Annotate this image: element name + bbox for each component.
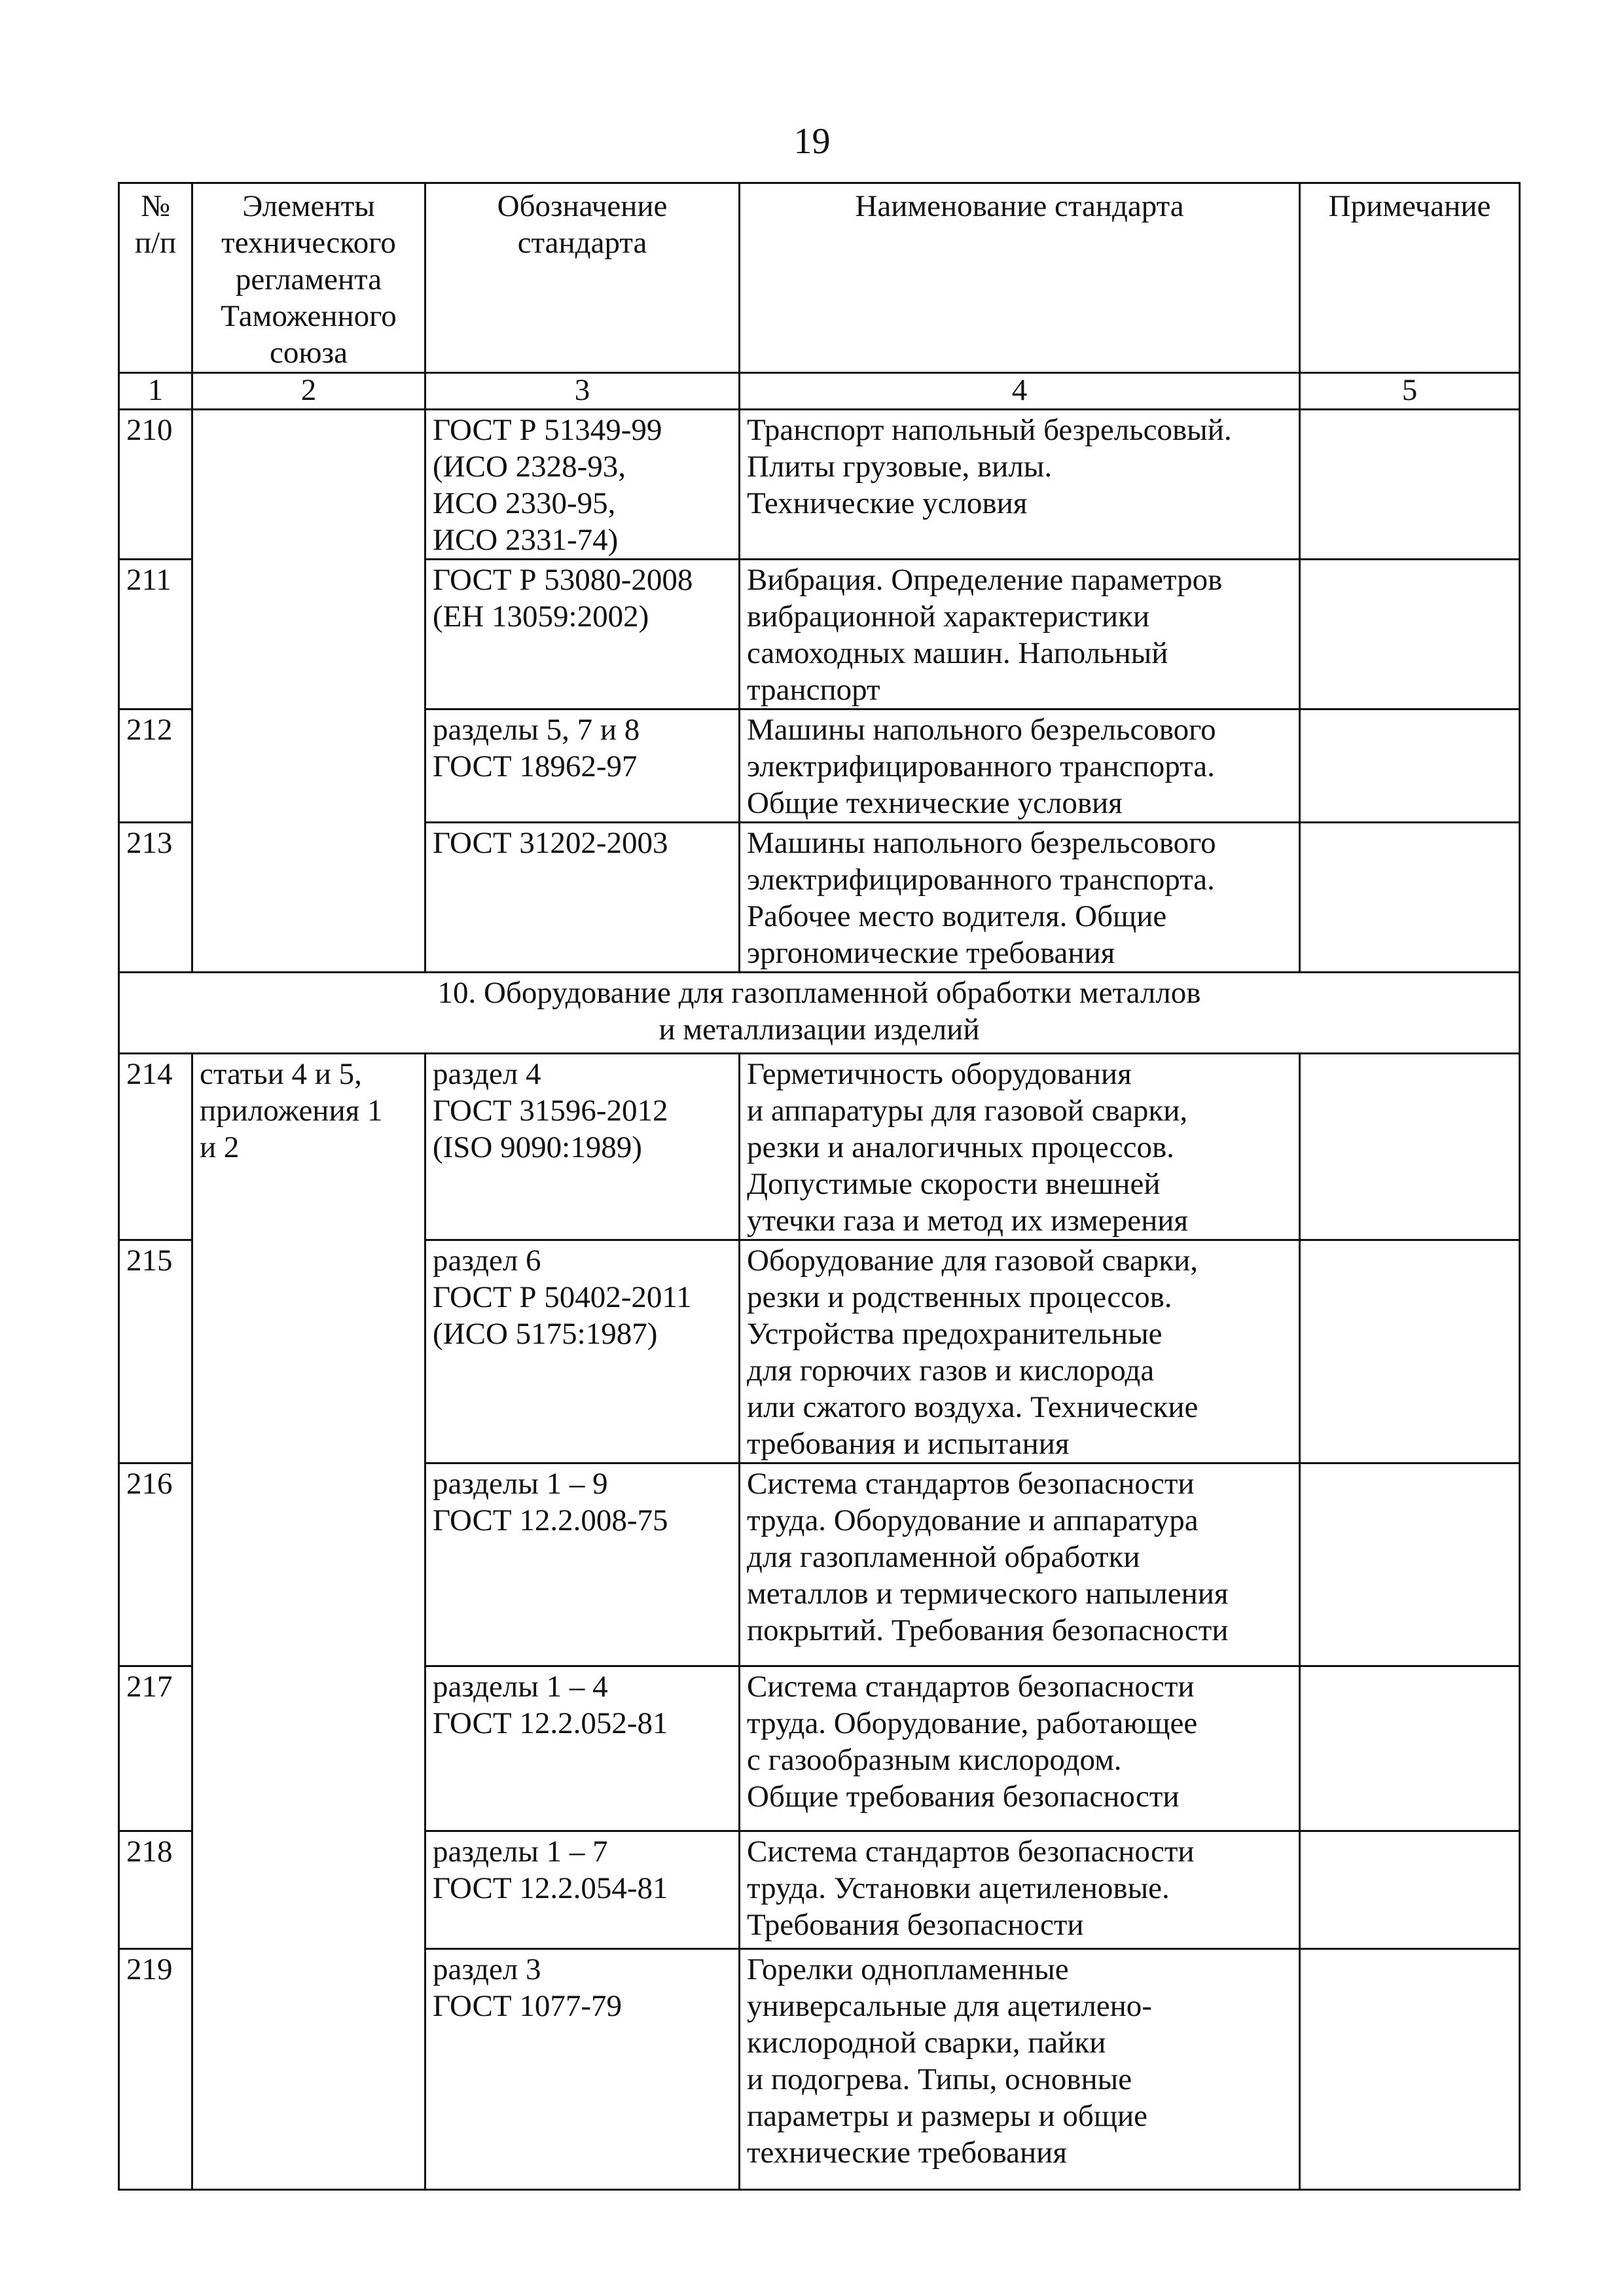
- page-number: 19: [793, 121, 831, 162]
- row-designation: раздел 3 ГОСТ 1077-79: [425, 1949, 740, 2190]
- row-number: 217: [119, 1666, 192, 1831]
- section-row: [119, 973, 1520, 1054]
- row-elements: [192, 410, 425, 973]
- column-number: 4: [740, 373, 1300, 410]
- row-standard-name: Оборудование для газовой сварки, резки и родственных процессов. Устройства предохранительные для горючих газов и кислорода или сжатого воздуха. Технические требования и испытания: [740, 1240, 1300, 1463]
- row-number: 210: [119, 410, 192, 560]
- row-note: [1300, 1831, 1520, 1949]
- row-number: 218: [119, 1831, 192, 1949]
- column-number: 3: [425, 373, 740, 410]
- row-note: [1300, 1054, 1520, 1240]
- row-designation: ГОСТ Р 53080-2008 (ЕН 13059:2002): [425, 560, 740, 709]
- row-standard-name: Машины напольного безрельсового электрифицированного транспорта. Рабочее место водителя. Общие эргономические требования: [740, 823, 1300, 973]
- standards-table: [118, 182, 1521, 2191]
- column-number: 2: [192, 373, 425, 410]
- header-number: № п/п: [119, 183, 192, 373]
- row-designation: ГОСТ 31202-2003: [425, 823, 740, 973]
- column-number: 5: [1300, 373, 1520, 410]
- row-standard-name: Транспорт напольный безрельсовый. Плиты грузовые, вилы. Технические условия: [740, 410, 1300, 560]
- table-header-row: [119, 183, 1520, 373]
- row-standard-name: Вибрация. Определение параметров вибрационной характеристики самоходных машин. Напольный транспорт: [740, 560, 1300, 709]
- header-elements: Элементы технического регламента Таможенного союза: [192, 183, 425, 373]
- row-standard-name: Система стандартов безопасности труда. Оборудование и аппаратура для газопламенной обработки металлов и термического напыления покрытий. Требования безопасности: [740, 1463, 1300, 1666]
- header-designation: Обозначение стандарта: [425, 183, 740, 373]
- row-number: 211: [119, 560, 192, 709]
- row-designation: раздел 4 ГОСТ 31596-2012 (ISO 9090:1989): [425, 1054, 740, 1240]
- header-note: Примечание: [1300, 183, 1520, 373]
- row-standard-name: Система стандартов безопасности труда. Оборудование, работающее с газообразным кислородом. Общие требования безопасности: [740, 1666, 1300, 1831]
- row-note: [1300, 560, 1520, 709]
- row-designation: разделы 5, 7 и 8 ГОСТ 18962-97: [425, 709, 740, 823]
- row-number: 214: [119, 1054, 192, 1240]
- header-name: Наименование стандарта: [740, 183, 1300, 373]
- row-number: 216: [119, 1463, 192, 1666]
- row-number: 215: [119, 1240, 192, 1463]
- row-note: [1300, 1949, 1520, 2190]
- row-number: 212: [119, 709, 192, 823]
- row-standard-name: Горелки однопламенные универсальные для ацетилено- кислородной сварки, пайки и подогрева. Типы, основные параметры и размеры и общие технические требования: [740, 1949, 1300, 2190]
- column-number: 1: [119, 373, 192, 410]
- row-designation: ГОСТ Р 51349-99 (ИСО 2328-93, ИСО 2330-95, ИСО 2331-74): [425, 410, 740, 560]
- row-note: [1300, 1240, 1520, 1463]
- column-numbers-row: [119, 373, 1520, 410]
- row-standard-name: Машины напольного безрельсового электрифицированного транспорта. Общие технические условия: [740, 709, 1300, 823]
- row-designation: разделы 1 – 4 ГОСТ 12.2.052-81: [425, 1666, 740, 1831]
- row-note: [1300, 1463, 1520, 1666]
- row-designation: раздел 6 ГОСТ Р 50402-2011 (ИСО 5175:1987): [425, 1240, 740, 1463]
- row-designation: разделы 1 – 9 ГОСТ 12.2.008-75: [425, 1463, 740, 1666]
- section-title: 10. Оборудование для газопламенной обработки металлов и металлизации изделий: [119, 973, 1520, 1054]
- row-standard-name: Герметичность оборудования и аппаратуры для газовой сварки, резки и аналогичных процессов. Допустимые скорости внешней утечки газа и метод их измерения: [740, 1054, 1300, 1240]
- row-note: [1300, 709, 1520, 823]
- row-note: [1300, 823, 1520, 973]
- table-row: [119, 1054, 1520, 1240]
- row-note: [1300, 1666, 1520, 1831]
- row-number: 213: [119, 823, 192, 973]
- row-elements: статьи 4 и 5, приложения 1 и 2: [192, 1054, 425, 2190]
- table-row: [119, 410, 1520, 560]
- row-standard-name: Система стандартов безопасности труда. Установки ацетиленовые. Требования безопасности: [740, 1831, 1300, 1949]
- row-designation: разделы 1 – 7 ГОСТ 12.2.054-81: [425, 1831, 740, 1949]
- row-note: [1300, 410, 1520, 560]
- row-number: 219: [119, 1949, 192, 2190]
